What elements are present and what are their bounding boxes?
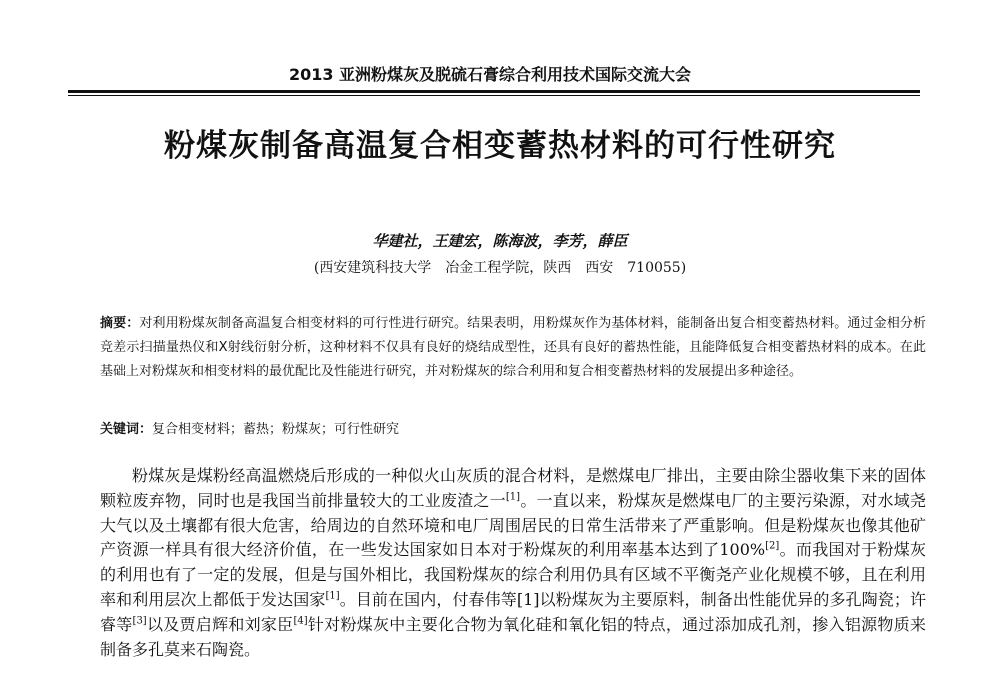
body-text-segment: 。而我国对于粉煤灰的利用也有了一定的发展，但是与国外相比，我国粉煤灰的综合利用仍具有区域不平衡尧产业化规模不够，且在利用率和利用层次上都低于发达国家 (100, 540, 926, 609)
paper-title: 粉煤灰制备高温复合相变蓄热材料的可行性研究 (164, 128, 836, 164)
keywords-label: 关键词： (100, 422, 153, 437)
citation: [1] (505, 491, 521, 503)
body-text (100, 464, 926, 662)
citation: [2] (765, 541, 780, 553)
conference-header: 2013 亚洲粉煤灰及脱硫石膏综合利用技术国际交流大会 (288, 65, 692, 84)
citation: [4] (293, 615, 308, 627)
citation: [1] (325, 590, 340, 602)
keywords-text: 复合相变材料；蓄热；粉煤灰；可行性研究 (152, 422, 400, 437)
keywords (100, 418, 926, 442)
abstract-label: 摘要： (100, 316, 140, 331)
body-text-segment: 以及贾启辉和刘家臣 (146, 614, 294, 634)
body-text-segment: 。目前在国内，付春伟等[1]以粉煤灰为主要原料，制备出性能优异的多孔陶瓷；许睿等 (100, 589, 926, 634)
body-text-segment: 粉煤灰是煤粉经高温燃烧后形成的一种似火山灰质的混合材料，是燃煤电厂排出，主要由除尘器收集下来的固体颗粒废弃物，同时也是我国当前排量较大的工业废渣之一 (100, 466, 926, 510)
affiliation: (西安建筑科技大学 冶金工程学院，陕西 西安 710055) (313, 260, 687, 276)
header-rule-thick (68, 90, 920, 93)
abstract-text: 对利用粉煤灰制备高温复合相变材料的可行性进行研究。结果表明，用粉煤灰作为基体材料，能制备出复合相变蓄热材料。通过金相分析竞差示扫描量热仪和X射线衍射分析，这种材料不仅具有良好的烧结成型性，还具有良好的蓄热性能，且能降低复合相变蓄热材料的成本。在此基础上对粉煤灰和相变材料的最优配比及性能进行研究，并对粉煤灰的综合利用和复合相变蓄热材料的发展提出多种途径。 (100, 316, 926, 379)
body-paragraph (100, 464, 926, 662)
abstract (100, 312, 926, 384)
header-rule-thin (68, 95, 920, 96)
body-text-segment: 针对粉煤灰中主要化合物为氧化硅和氧化铝的特点，通过添加成孔剂，掺入铝源物质来制备多孔莫来石陶瓷。 (100, 614, 926, 659)
author-list: 华建社，王建宏，陈海波，李芳，薛臣 (372, 232, 628, 250)
citation: [3] (132, 615, 147, 627)
body-text-segment: 。一直以来，粉煤灰是燃煤电厂的主要污染源，对水域尧大气以及土壤都有很大危害，给周边的自然环境和电厂周围居民的日常生活带来了严重影响。但是粉煤灰也像其他矿产资源一样具有很大经济价值，在一些发达国家如日本对于粉煤灰的利用率基本达到了100% (100, 490, 926, 560)
